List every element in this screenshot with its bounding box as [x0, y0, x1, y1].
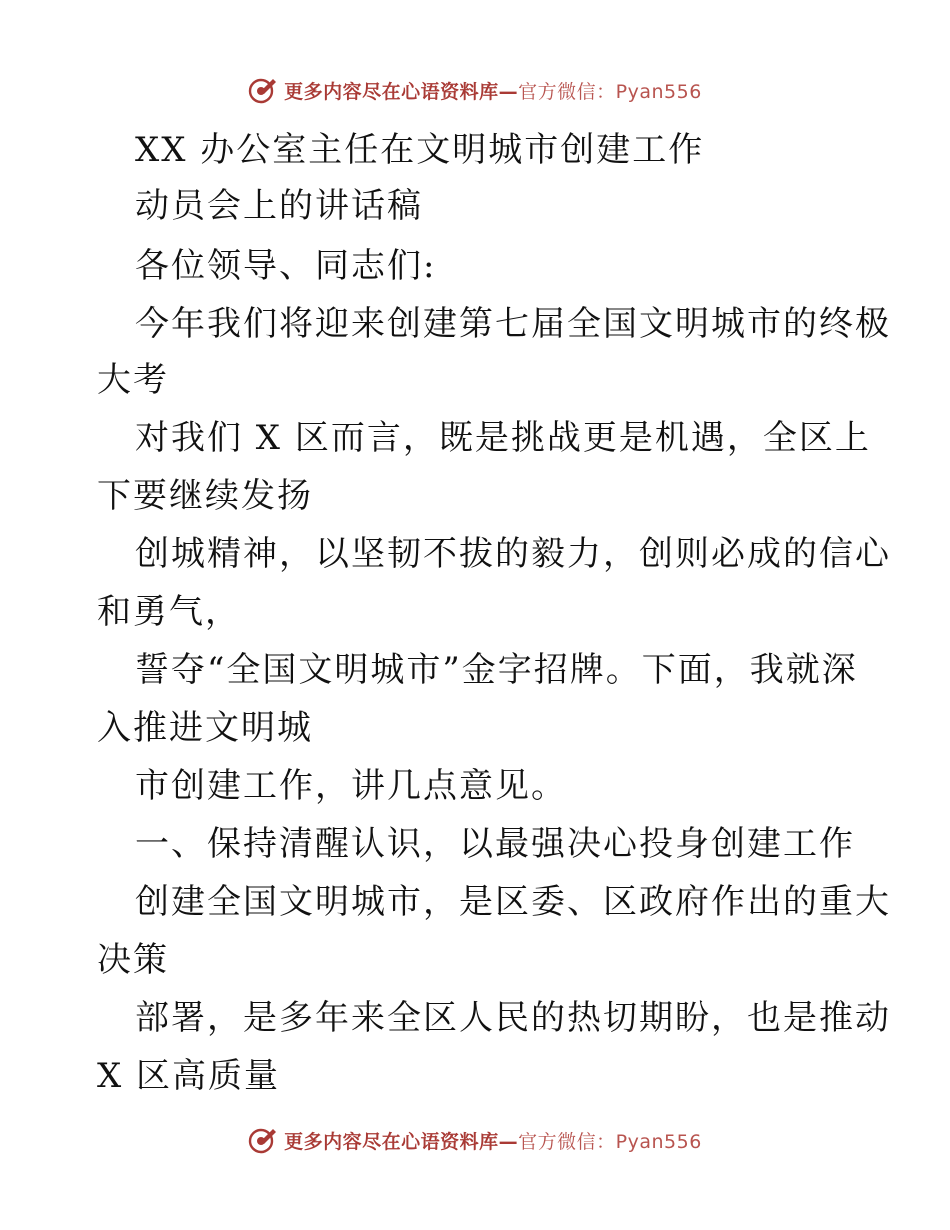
paragraph-line: 决策 — [97, 940, 169, 980]
title-line-1: XX 办公室主任在文明城市创建工作 — [135, 130, 705, 170]
salutation: 各位领导、同志们: — [135, 246, 437, 286]
paragraph-line: 部署，是多年来全区人民的热切期盼，也是推动 — [135, 998, 891, 1038]
paragraph-line: 市创建工作，讲几点意见。 — [135, 766, 567, 806]
section-heading: 一、保持清醒认识，以最强决心投身创建工作 — [135, 824, 855, 864]
banner-text: 更多内容尽在心语资料库—官方微信：Pyan556 — [284, 1130, 702, 1153]
pen-nib-circle-icon — [248, 1125, 278, 1155]
paragraph-line: 创建全国文明城市，是区委、区政府作出的重大 — [135, 882, 891, 922]
header-banner — [0, 70, 950, 110]
paragraph-line: 下要继续发扬 — [97, 476, 313, 516]
footer-banner — [0, 1120, 950, 1160]
paragraph-line: 和勇气， — [97, 592, 241, 632]
paragraph-line: 对我们 X 区而言，既是挑战更是机遇，全区上 — [135, 418, 871, 458]
banner-text: 更多内容尽在心语资料库—官方微信：Pyan556 — [284, 80, 702, 103]
paragraph-line: 誓夺“全国文明城市”金字招牌。下面，我就深 — [135, 650, 858, 690]
paragraph-line: 大考 — [97, 360, 169, 400]
paragraph-line: 入推进文明城 — [97, 708, 313, 748]
paragraph-line: 创城精神，以坚韧不拔的毅力，创则必成的信心 — [135, 534, 891, 574]
pen-nib-circle-icon — [248, 75, 278, 105]
title-line-2: 动员会上的讲话稿 — [135, 186, 423, 226]
paragraph-line: X 区高质量 — [97, 1056, 281, 1096]
paragraph-line: 今年我们将迎来创建第七届全国文明城市的终极 — [135, 304, 891, 344]
